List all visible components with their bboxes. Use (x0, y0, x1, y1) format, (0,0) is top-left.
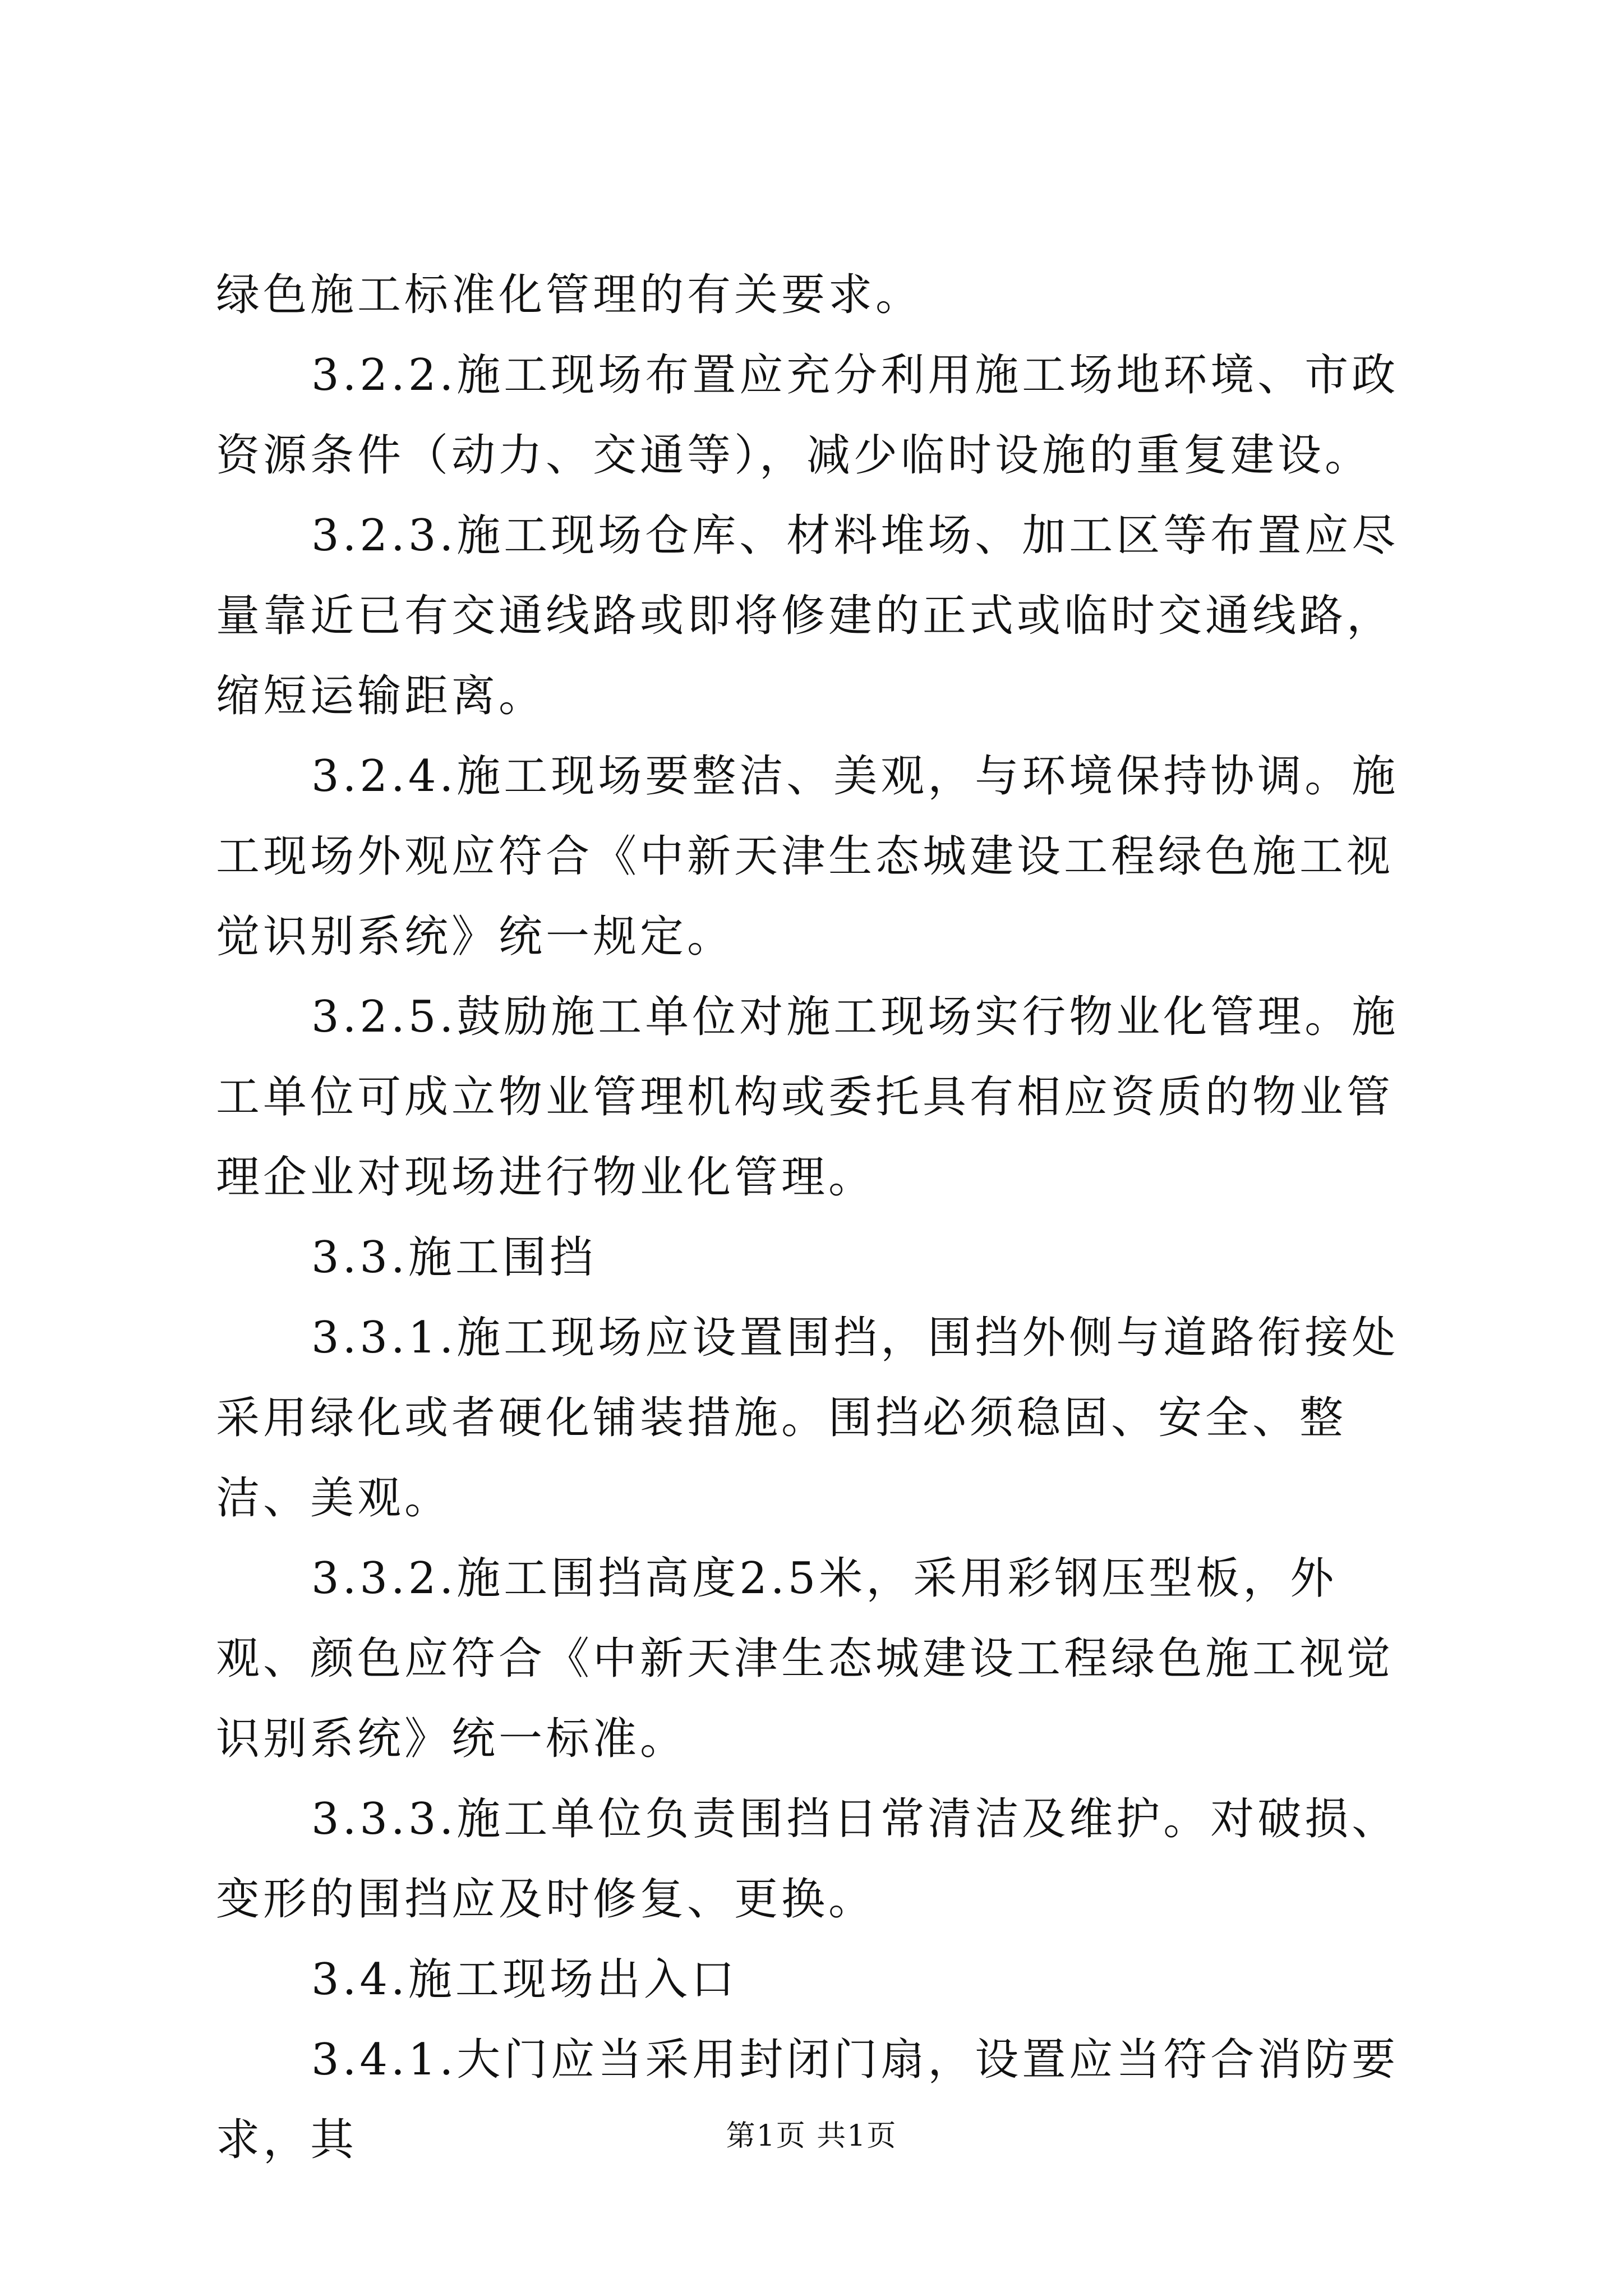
page-footer: 第1页 共1页 (726, 2119, 897, 2153)
section-heading: 3.3.施工围挡 (311, 1232, 597, 1283)
paragraph: 3.2.2.施工现场布置应充分利用施工场地环境、市政资源条件（动力、交通等），减少临时设施的重复建设。 (216, 350, 1399, 481)
paragraph: 3.3.3.施工单位负责围挡日常清洁及维护。对破损、变形的围挡应及时修复、更换。 (216, 1794, 1399, 1925)
paragraph: 3.3.1.施工现场应设置围挡，围挡外侧与道路衔接处采用绿化或者硬化铺装措施。围挡必须稳固、安全、整洁、美观。 (216, 1313, 1399, 1524)
paragraph: 3.2.4.施工现场要整洁、美观，与环境保持协调。施工现场外观应符合《中新天津生态城建设工程绿色施工视觉识别系统》统一规定。 (216, 751, 1399, 962)
paragraph: 3.2.5.鼓励施工单位对施工现场实行物业化管理。施工单位可成立物业管理机构或委托具有相应资质的物业管理企业对现场进行物业化管理。 (216, 992, 1399, 1203)
document-body (216, 255, 1422, 2180)
paragraph: 绿色施工标准化管理的有关要求。 (216, 270, 923, 320)
paragraph: 3.3.2.施工围挡高度2.5米，采用彩钢压型板，外观、颜色应符合《中新天津生态城建设工程绿色施工视觉识别系统》统一标准。 (216, 1553, 1394, 1764)
paragraph: 3.4.1.大门应当采用封闭门扇，设置应当符合消防要求，其 (216, 2035, 1399, 2165)
paragraph: 3.2.3.施工现场仓库、材料堆场、加工区等布置应尽量靠近已有交通线路或即将修建的正式或临时交通线路，缩短运输距离。 (216, 510, 1399, 721)
section-heading: 3.4.施工现场出入口 (311, 1954, 738, 2005)
